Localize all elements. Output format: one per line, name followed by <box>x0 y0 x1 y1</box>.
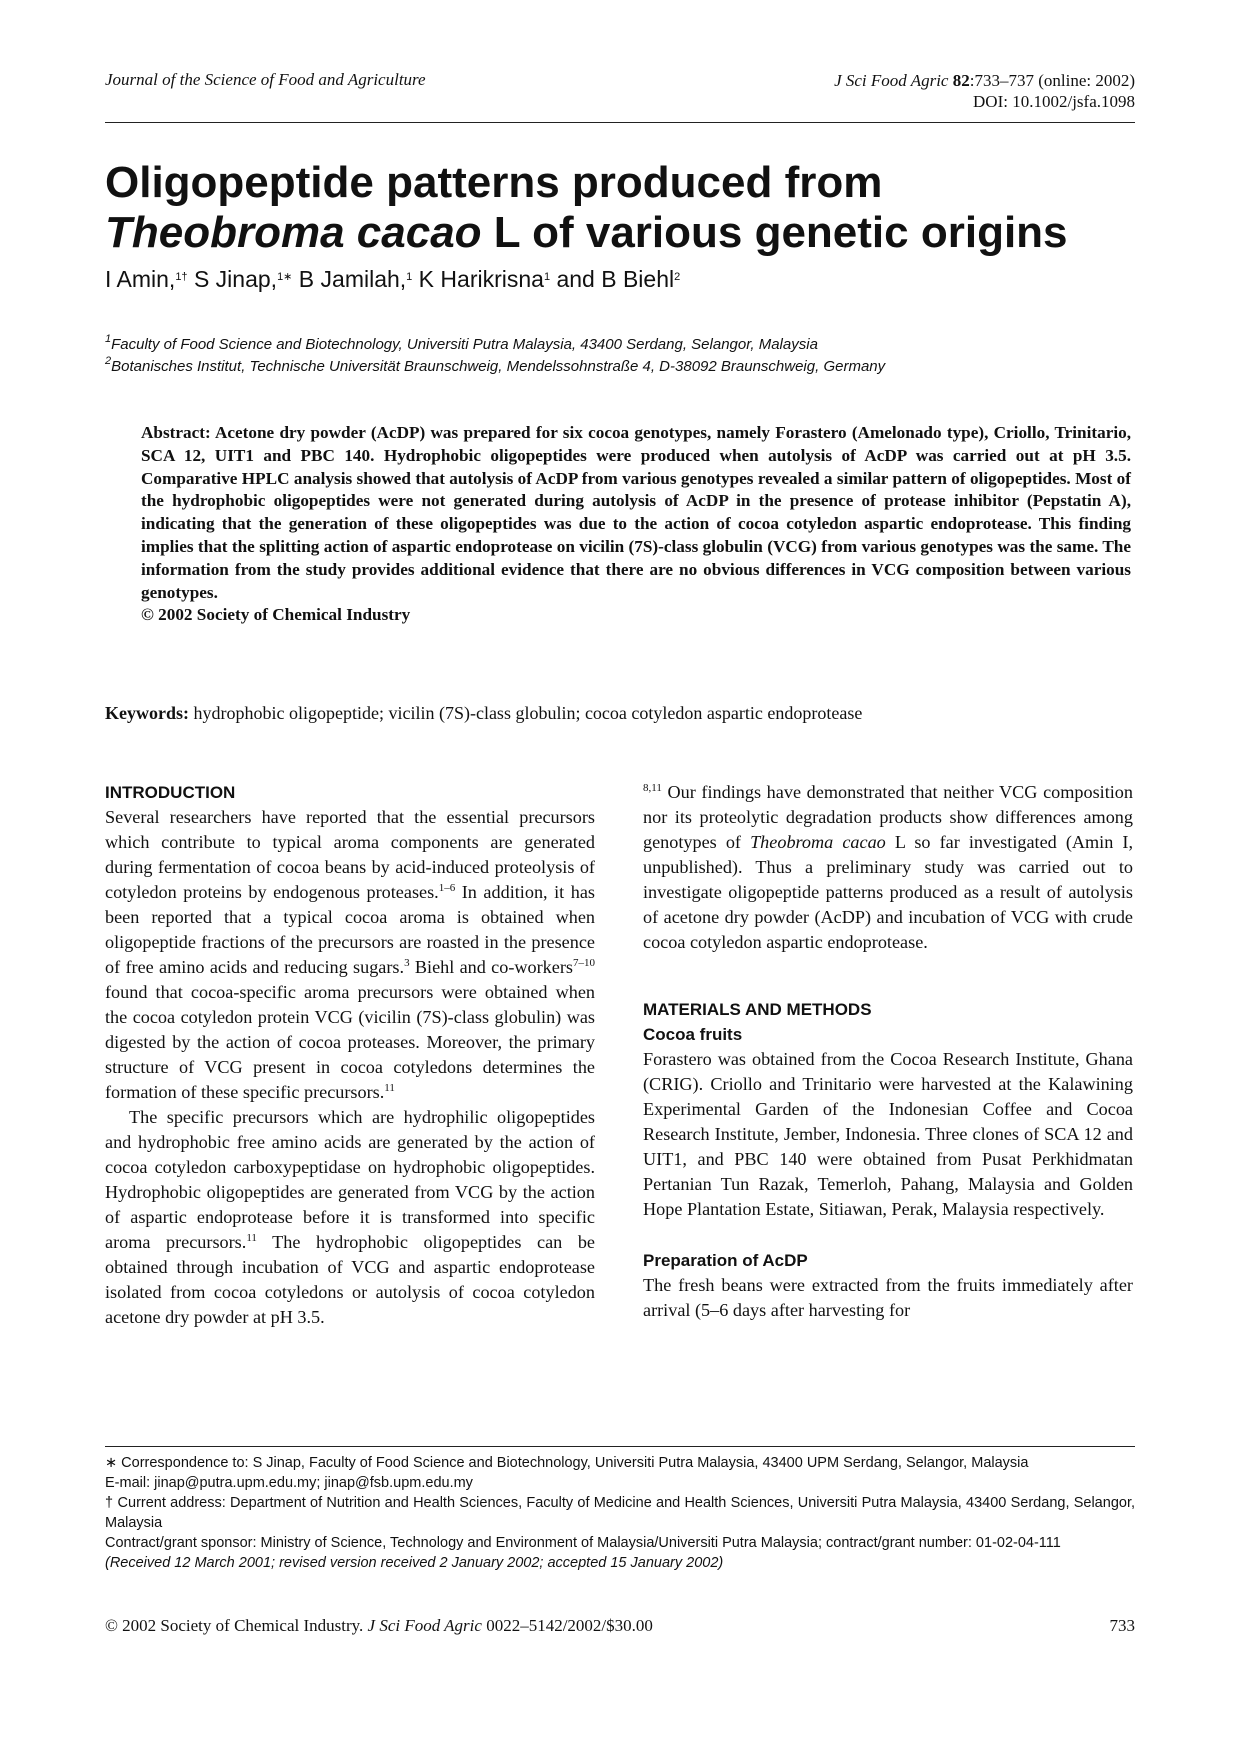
column-left <box>105 780 595 1330</box>
affiliation-1 <box>105 334 885 356</box>
text-run: In addition, it has been reported that a typical cocoa aroma is obtained when oligopeptide fractions of the precursors are roasted in the presence of free amino acids and reducing sugars. <box>105 882 595 977</box>
footnote-received: (Received 12 March 2001; revised version received 2 January 2002; accepted 15 January 2002) <box>105 1555 724 1571</box>
column-right <box>643 780 1133 1323</box>
keywords-label: Keywords: <box>105 703 189 723</box>
affiliation-2 <box>105 356 885 378</box>
title-line-2-rest: L of various genetic origins <box>481 208 1068 257</box>
spacer <box>643 1222 1133 1248</box>
article-title <box>105 158 1135 258</box>
running-header-journal: Journal of the Science of Food and Agriculture <box>105 70 426 89</box>
methods-paragraph-2: The fresh beans were extracted from the fruits immediately after arrival (5–6 days after harvesting for <box>643 1275 1133 1320</box>
text-run: L so far investigated (Amin I, unpublished). Thus a preliminary study was carried out to investigate oligopeptide patterns produced as a result of autolysis of acetone dry powder (AcDP) and incubation of VCG with crude cocoa cotyledon aspartic endoprotease. <box>643 832 1133 952</box>
header-rule <box>105 122 1135 123</box>
author: and B Biehl <box>550 266 675 292</box>
text-run: Several researchers have reported that the essential precursors which contribute to typical aroma components are generated during fermentation of cocoa beans by acid-induced proteolysis of cotyledon proteins by endogenous proteases. <box>105 807 595 902</box>
intro-paragraph-2 <box>105 1105 595 1330</box>
keywords-text: hydrophobic oligopeptide; vicilin (7S)-class globulin; cocoa cotyledon aspartic endoprotease <box>189 703 863 723</box>
affiliation-text: Faculty of Food Science and Biotechnology, Universiti Putra Malaysia, 43400 Serdang, Selangor, Malaysia <box>111 336 818 353</box>
section-heading-introduction: INTRODUCTION <box>105 783 236 802</box>
subsection-heading-cocoa-fruits: Cocoa fruits <box>643 1025 743 1044</box>
page-number: 733 <box>1109 1616 1135 1635</box>
footer-issn: 0022–5142/2002/$30.00 <box>481 1616 653 1635</box>
text-run: Our findings have demonstrated that neither VCG composition nor its proteolytic degradation products show differences among genotypes of <box>643 782 1133 852</box>
author-mark: 1 <box>406 271 413 283</box>
author: B Jamilah, <box>292 266 407 292</box>
author: I Amin, <box>105 266 176 292</box>
author-mark: 1† <box>175 271 188 283</box>
intro-paragraph-2-continued <box>643 780 1133 955</box>
citation-ref: 7–10 <box>573 957 595 969</box>
keywords <box>105 703 862 724</box>
footer-copyright: © 2002 Society of Chemical Industry. <box>105 1616 368 1635</box>
author-mark: 1∗ <box>277 271 293 283</box>
title-line-1: Oligopeptide patterns produced from <box>105 158 883 207</box>
citation-ref: 8,11 <box>643 782 662 794</box>
text-run: Biehl and co-workers <box>409 957 573 977</box>
affiliation-text: Botanisches Institut, Technische Universität Braunschweig, Mendelssohnstraße 4, D-38092 Braunschweig, Germany <box>111 358 886 375</box>
species-name: Theobroma cacao <box>750 832 886 852</box>
affiliation-mark: 2 <box>105 355 112 367</box>
citation-ref: 3 <box>404 957 410 969</box>
author-mark: 1 <box>543 271 551 283</box>
author-list <box>105 266 680 293</box>
affiliations <box>105 334 885 378</box>
author-mark: 2 <box>674 271 681 283</box>
affiliation-mark: 1 <box>105 333 112 345</box>
footnote-correspondence: ∗ Correspondence to: S Jinap, Faculty of Food Science and Biotechnology, Universiti Putra Malaysia, 43400 UPM Serdang, Selangor, Malaysia <box>105 1455 1029 1471</box>
page-footer <box>105 1616 1135 1636</box>
text-run: found that cocoa-specific aroma precursors were obtained when the cocoa cotyledon protein VCG (vicilin (7S)-class globulin) was digested by the action of cocoa proteases. Moreover, the primary structure of VCG present in cocoa cotyledons determines the formation of these specific precursors. <box>105 982 595 1102</box>
title-line-2 <box>105 208 1135 258</box>
author: S Jinap, <box>187 266 278 292</box>
citation-ref: 11 <box>246 1232 257 1244</box>
text-run: The specific precursors which are hydrophilic oligopeptides and hydrophobic free amino acids are generated by the action of cocoa cotyledon carboxypeptidase on hydrophobic oligopeptides. Hydrophobic oligopeptides are generated from VCG by the action of aspartic endoprotease before it is transformed into specific aroma precursors. <box>105 1107 595 1252</box>
title-species: Theobroma cacao <box>105 208 482 257</box>
section-heading-methods: MATERIALS AND METHODS <box>643 1000 872 1019</box>
footnote-current-address: † Current address: Department of Nutrition and Health Sciences, Faculty of Medicine and Health Sciences, Universiti Putra Malaysia, 43400 Serdang, Selangor, Malaysia <box>105 1495 1135 1531</box>
footnote-rule <box>105 1446 1135 1447</box>
running-header-citation <box>834 70 1135 112</box>
citation-ref: 1–6 <box>438 882 456 894</box>
doi: DOI: 10.1002/jsfa.1098 <box>973 92 1135 111</box>
citation-ref: 11 <box>384 1082 395 1094</box>
subsection-heading-preparation: Preparation of AcDP <box>643 1251 808 1270</box>
abstract <box>141 422 1131 627</box>
spacer <box>643 955 1133 997</box>
text-run: The hydrophobic oligopeptides can be obtained through incubation of VCG and aspartic endoprotease isolated from cocoa cotyledons or autolysis of cocoa cotyledon acetone dry powder at pH 3.5. <box>105 1232 595 1327</box>
footnote-email: E-mail: jinap@putra.upm.edu.my; jinap@fsb.upm.edu.my <box>105 1475 473 1491</box>
citation-volume: 82 <box>952 71 970 90</box>
abstract-text: Abstract: Acetone dry powder (AcDP) was prepared for six cocoa genotypes, namely Forastero (Amelonado type), Criollo, Trinitario, SCA 12, UIT1 and PBC 140. Hydrophobic oligopeptides were produced when autolysis of AcDP was carried out at pH 3.5. Comparative HPLC analysis showed that autolysis of AcDP from various genotypes revealed a similar pattern of oligopeptides. Most of the hydrophobic oligopeptides were not generated during autolysis of AcDP in the presence of protease inhibitor (Pepstatin A), indicating that the generation of these oligopeptides was due to the action of cocoa cotyledon aspartic endoprotease. This finding implies that the splitting action of aspartic endoprotease on vicilin (7S)-class globulin (VCG) from various genotypes was the same. The information from the study provides additional evidence that there are no obvious differences in VCG composition between various genotypes. <box>141 423 1131 602</box>
citation-journal: J Sci Food Agric <box>834 71 949 90</box>
abstract-copyright: © 2002 Society of Chemical Industry <box>141 605 411 625</box>
methods-paragraph-1: Forastero was obtained from the Cocoa Research Institute, Ghana (CRIG). Criollo and Trinitario were harvested at the Kalawining Experimental Garden of the Indonesian Coffee and Cocoa Research Institute, Jember, Indonesia. Three clones of SCA 12 and UIT1, and PBC 140 were obtained from Pusat Perkhidmatan Pertanian Tun Razak, Temerloh, Pahang, Malaysia and Golden Hope Plantation Estate, Sitiawan, Perak, Malaysia respectively. <box>643 1049 1133 1219</box>
footer-journal: J Sci Food Agric <box>367 1616 482 1635</box>
intro-paragraph-1 <box>105 805 595 1105</box>
author: K Harikrisna <box>412 266 544 292</box>
footnotes <box>105 1453 1135 1573</box>
footnote-grant: Contract/grant sponsor: Ministry of Science, Technology and Environment of Malaysia/Universiti Putra Malaysia; contract/grant number: 01-02-04-111 <box>105 1535 1061 1551</box>
citation-pages: :733–737 (online: 2002) <box>969 71 1135 90</box>
